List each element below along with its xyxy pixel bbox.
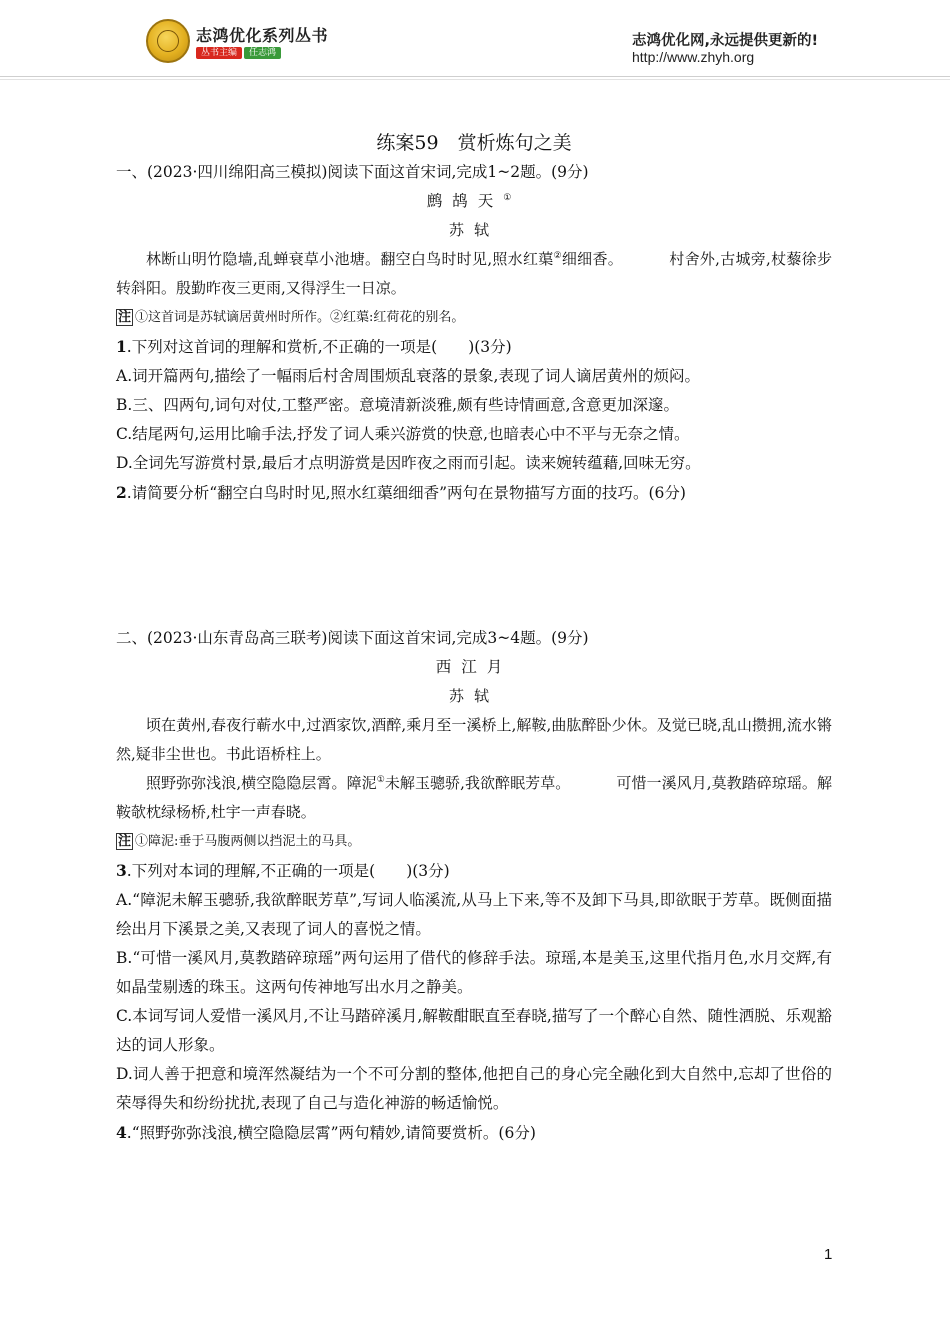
note-label-2: 注: [118, 834, 132, 849]
header-url[interactable]: http://www.zhyh.org: [632, 49, 755, 65]
poem-2-author: 苏轼: [448, 687, 499, 705]
page-number: 1: [824, 1246, 833, 1263]
editor-name: 任志鸿: [244, 47, 281, 59]
poem-2-preface: 顷在黄州,春夜行蕲水中,过酒家饮,酒醉,乘月至一溪桥上,解鞍,曲肱醉卧少休。及觉已晓,乱山攒拥,流水锵然,疑非尘世也。书此语桥柱上。: [116, 716, 832, 763]
question-3-option-a[interactable]: A.“障泥未解玉骢骄,我欲醉眠芳草”,写词人临溪流,从马上下来,等不及卸下马具,即欲眠于芳草。既侧面描绘出月下溪景之美,又表现了词人的喜悦之情。: [116, 891, 832, 938]
question-1-option-d[interactable]: D.全词先写游赏村景,最后才点明游赏是因昨夜之雨而引起。读来婉转蕴藉,回味无穷。: [116, 454, 701, 472]
question-2-number: 2: [116, 483, 127, 502]
question-4: [116, 1118, 832, 1148]
poem-1-text-a: 林断山明竹隐墙,乱蝉衰草小池塘。翻空白鸟时时见,照水红蕖: [146, 250, 554, 268]
question-1: [116, 332, 832, 362]
question-3-text: .下列对本词的理解,不正确的一项是( )(3分): [126, 862, 450, 880]
series-title: 志鸿优化系列丛书: [196, 26, 329, 45]
poem-1-note: [116, 303, 832, 332]
answer-space-2[interactable]: [116, 508, 832, 624]
section-2-heading: 二、(2023·山东青岛高三联考)阅读下面这首宋词,完成3~4题。(9分): [116, 629, 589, 647]
header-divider: [0, 76, 950, 77]
question-1-number: 1: [116, 337, 127, 356]
header-divider-secondary: [0, 79, 950, 80]
question-4-number: 4: [116, 1123, 127, 1142]
poem-1-title: [116, 187, 832, 216]
poem-2-text: [116, 769, 832, 827]
poem-2-title: 西江月: [435, 658, 513, 676]
question-3-option-b[interactable]: B.“可惜一溪风月,莫教踏碎琼瑶”两句运用了借代的修辞手法。琼瑶,本是美玉,这里代指月色,水月交辉,有如晶莹剔透的珠玉。这两句传神地写出水月之静美。: [116, 949, 832, 996]
poem-2-footnote-mark: ①: [376, 775, 385, 785]
poem-1-author: 苏轼: [448, 221, 499, 239]
poem-2-note-text: ①障泥:垂于马腹两侧以挡泥土的马具。: [135, 834, 361, 849]
question-3-option-c[interactable]: C.本词写词人爱惜一溪风月,不让马踏碎溪月,解鞍酣眠直至春晓,描写了一个醉心自然、随性洒脱、乐观豁达的词人形象。: [116, 1007, 832, 1054]
question-1-option-b[interactable]: B.三、四两句,词句对仗,工整严密。意境清新淡雅,颇有些诗情画意,含意更加深邃。: [116, 396, 680, 414]
poem-2-note: [116, 827, 832, 856]
poem-1-text-b: 细细香。: [561, 250, 624, 268]
question-3-number: 3: [116, 861, 127, 880]
poem-1-title-text: 鹧鸪天: [426, 192, 504, 210]
question-2: [116, 478, 832, 508]
worksheet-body: [116, 128, 832, 1148]
question-4-text: .“照野弥弥浅浪,横空隐隐层霄”两句精妙,请简要赏析。(6分): [126, 1124, 536, 1142]
question-1-option-a[interactable]: A.词开篇两句,描绘了一幅雨后村舍周围烦乱衰落的景象,表现了词人谪居黄州的烦闷。: [116, 367, 700, 385]
page-title: 练案59 赏析炼句之美: [376, 132, 572, 154]
editor-label: 丛书主编: [196, 47, 242, 59]
note-label: 注: [118, 310, 132, 325]
page-header: [0, 0, 950, 82]
question-1-option-c[interactable]: C.结尾两句,运用比喻手法,抒发了词人乘兴游赏的快意,也暗表心中不平与无奈之情。: [116, 425, 690, 443]
poem-1-text-c: 村舍外,古城旁,杖藜徐步转斜阳。殷勤昨夜三更雨,又得浮生一日凉。: [116, 250, 832, 297]
section-1-heading: 一、(2023·四川绵阳高三模拟)阅读下面这首宋词,完成1~2题。(9分): [116, 163, 589, 181]
question-1-text: .下列对这首词的理解和赏析,不正确的一项是( )(3分): [126, 338, 512, 356]
series-logo-icon: [146, 19, 190, 63]
poem-2-text-a: 照野弥弥浅浪,横空隐隐层霄。障泥: [146, 774, 377, 792]
header-slogan: 志鸿优化网,永远提供更新的!: [632, 33, 819, 49]
editor-credit: [196, 47, 281, 59]
poem-2-text-b: 未解玉骢骄,我欲醉眠芳草。: [384, 774, 571, 792]
poem-1-text: [116, 245, 832, 303]
question-2-text: .请简要分析“翻空白鸟时时见,照水红蕖细细香”两句在景物描写方面的技巧。(6分): [126, 484, 686, 502]
poem-1-note-text: ①这首词是苏轼谪居黄州时所作。②红蕖:红荷花的别名。: [135, 310, 465, 325]
question-3-option-d[interactable]: D.词人善于把意和境浑然凝结为一个不可分割的整体,他把自己的身心完全融化到大自然中,忘却了世俗的荣辱得失和纷纷扰扰,表现了自己与造化神游的畅适愉悦。: [116, 1065, 832, 1112]
poem-1-footnote-mark: ②: [553, 251, 562, 261]
poem-2-text-c: 可惜一溪风月,莫教踏碎琼瑶。解鞍欹枕绿杨桥,杜宇一声春晓。: [116, 774, 832, 821]
question-3: [116, 856, 832, 886]
poem-1-title-footnote: ①: [503, 192, 522, 203]
